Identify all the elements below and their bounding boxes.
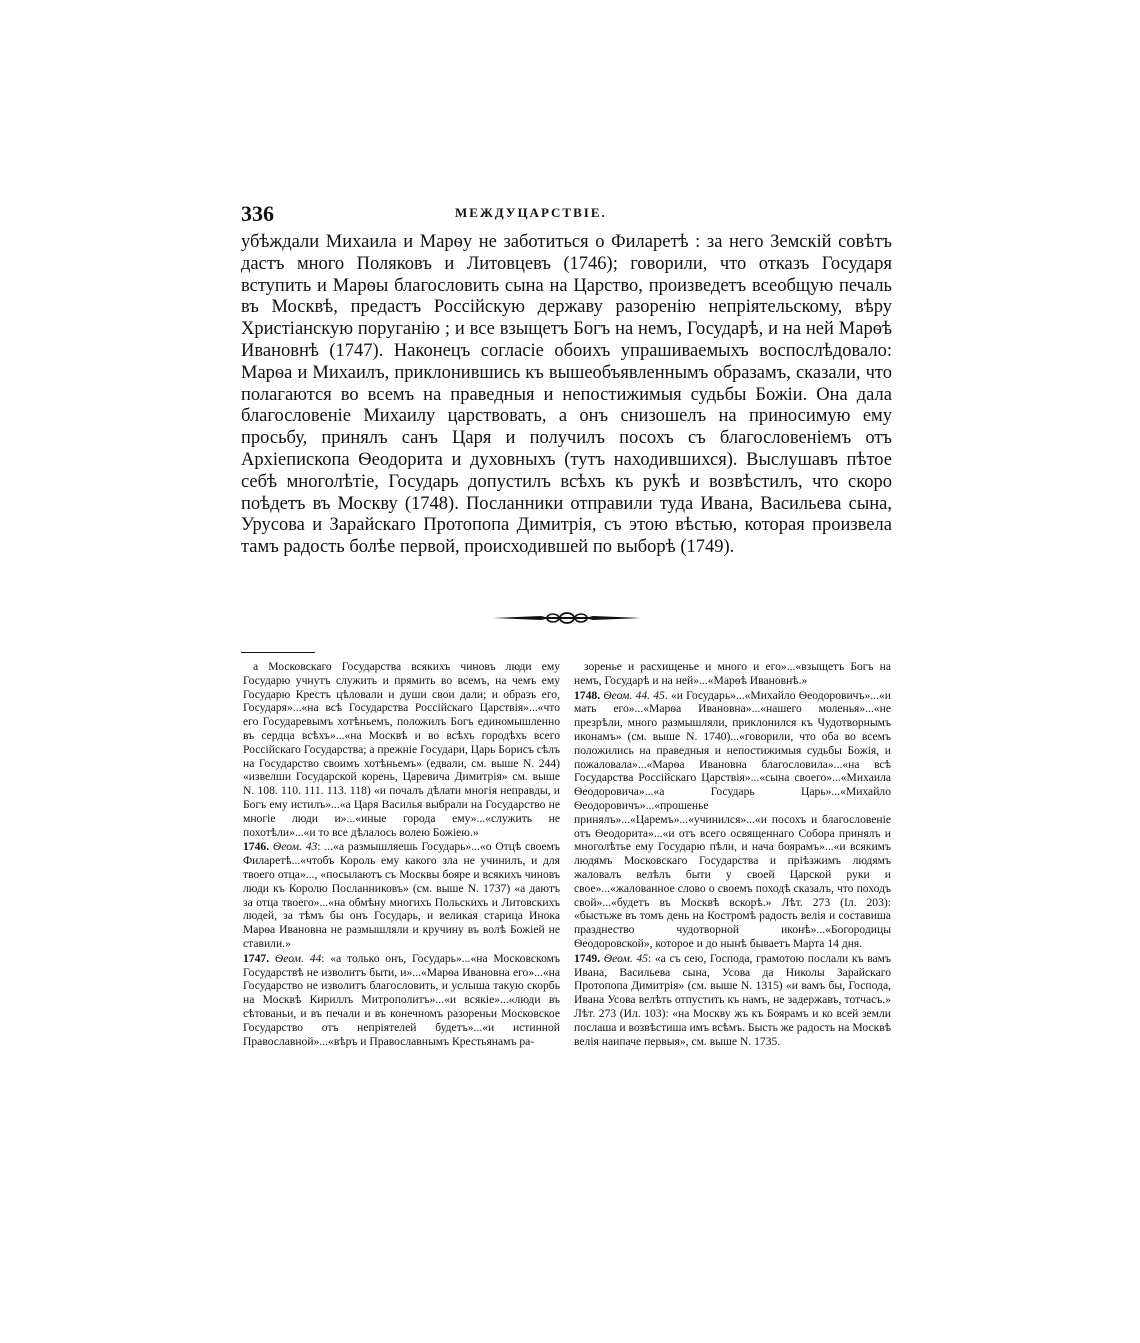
footnote-source: Ѳеом. 43 [272,840,318,854]
footnote-number: 1746. [243,840,270,854]
page-number: 336 [241,201,274,226]
footnote-text: : «а съ сею, Господа, грамотою послали къ вамъ Ивана, Васильева сына, Усова да Николы Зарайскаго Протопопа Димитрія» (см. выше N. 1315) «и вамъ бы, Господа, Ивана Усова велѣть отпустить къ намъ, не задержавъ, тотчасъ.» Лѣт. 273 (Ил. 103): «на Москву жъ къ Боярамъ и ко всей земли послаша и возвѣстиша имъ всѣмъ. Бысть же радость на Москвѣ велія наипаче первыя», см. выше N. 1735. [574,951,891,1048]
main-text-block [241,232,892,559]
footnote-text: зоренье и расхищенье и много и его»...«взыщетъ Богъ на немъ, Государѣ и на ней»...«Марѳѣ Ивановнѣ.» [574,660,891,687]
ornament-divider-icon [491,611,643,625]
running-title: МЕЖДУЦАРСТВІЕ. [455,205,607,220]
footnote-number: 1748. [574,688,601,702]
footnote-source: Ѳеом. 44. 45 [603,688,665,702]
footnote-number: 1747. [243,951,270,965]
footnote-text: : ...«а размышляешь Государь»...«о Отцѣ своемъ Филаретѣ...«чтобъ Король ему какого зла не учинилъ, и для твоего отца»..., «посылаютъ съ Москвы бояре и всякихъ чиновъ люди къ Королю Посланниковъ» (см. выше N. 1737) «а даютъ за отца твоего»...«на обмѣну многихъ Польскихъ и Литовскихъ людей, за тѣмъ бы онъ Государь, и великая старица Инока Марѳа Ивановна не размышляли и кручину въ волѣ Божіей не ставили.» [243,840,561,950]
footnote-1747 [243,952,560,1049]
footnote-text: : «а только онъ, Государь»...«на Московскомъ Государствѣ не изволитъ быти, и»...«Марѳа Ивановна его»...«на Государство не изволитъ благословить, и услыша такую скорбь на Москвѣ Кириллъ Митрополитъ»...«и всякіе»...«люди въ сѣтованьи, и въ печали и въ конечномъ разореньи Московское Государство отъ непріятелей будетъ»...«и истинной Православной»...«вѣръ и Православнымъ Крестьянамъ ра- [243,951,560,1048]
footnote-text: а Московскаго Государства всякихъ чиновъ люди ему Государю учнутъ служить и прямить во всемъ, на чемъ ему Государю Крестъ цѣловали и души свои дали; и образъ его, Государя»...«на всѣ Государства Россійскаго Царствія»...«что его Государевымъ хотѣньемъ, положилъ Богъ единомышленно въ сердца всѣхъ»...«на Москвѣ и во всѣхъ городѣхъ всего Россійскаго Государства; а прежніе Государи, Царь Борисъ сѣлъ на Государство своимъ хотѣньемъ» (едвали, см. выше N. 244) «извелши Государской корень, Царевича Димитрія» см. выше N. 108. 110. 111. 113. 118) «и почалъ дѣлати многія неправды, и Богъ ему истилъ»...«а Царя Василья выбрали на Государство не многіе люди и»...«иные города ему»...«служить не похотѣли»...«и то все дѣлалось волею Божіею.» [243,660,560,839]
footnote-number: 1749. [574,951,601,965]
footnotes-left-column [243,660,560,1049]
footnote-source: Ѳеом. 45 [603,951,649,965]
footnote-continuation [243,660,560,839]
footnote-continuation [574,660,891,688]
footnote-rule [241,652,315,653]
footnote-1746 [243,840,560,950]
footnote-source: Ѳеом. 44 [274,951,322,965]
footnote-text: . «и Государь»...«Михайло Ѳеодоровичъ»...«и мать его»...«Марѳа Ивановна»...«нашего моленья»...«не презрѣли, много размышляли, приклонился къ Чудотворнымъ иконамъ» (см. выше N. 1740)...«говорили, что оба во всемъ положились на праведныя и непостижимыя судьбы Божія, и пожаловала»...«Марѳа Ивановна благословила»...«на всѣ Государства Россійскаго Царствія»...«сына своего»...«Михаила Ѳеодоровича»...«а Государь Царь»...«Михайло Ѳеодоровичъ»...«прошенье принялъ»...«Царемъ»...«учинился»...«и посохъ и благословеніе отъ Ѳеодорита»...«и отъ всего освященнаго Собора принялъ и многолѣтье ему Государю пѣли, и нача боярамъ»...«и всякимъ людямъ Московскаго Государства и пріѣзжимъ людямъ жаловалъ велѣлъ быти у своей Царской руки и свое»...«жалованное слово о своемъ походѣ сказалъ, что походъ свой»...«будетъ въ Москвѣ вскорѣ.» Лѣт. 273 (Іл. 203): «быстьже въ томъ день на Костромѣ радость велія и составиша празднество чудотворной иконѣ»...«Богородицы Ѳеодоровской», которое и до нынѣ бываетъ Марта 14 дня. [574,688,891,950]
footnote-1749 [574,952,891,1049]
footnotes-right-column [574,660,891,1049]
footnote-1748 [574,689,891,951]
main-paragraph: убѣждали Михаила и Марѳу не заботиться о Филаретѣ : за него Земскій совѣтъ дастъ много Поляковъ и Литовцевъ (1746); говорили, что отказъ Государя вступить и Марѳы благословить сына на Царство, произведетъ всеобщую печаль въ Москвѣ, предастъ Россійскую державу разоренію непріятельскому, вѣру Христіанскую поруганію ; и все взыщетъ Богъ на немъ, Государѣ, и на ней Марѳѣ Ивановнѣ (1747). Наконецъ согласіе обоихъ упрашиваемыхъ воспослѣдовало: Марѳа и Михаилъ, приклонившись къ вышеобъявленнымъ образамъ, сказали, что полагаются во всемъ на праведныя и непостижимыя судьбы Божіи. Она дала благословеніе Михаилу царствовать, а онъ снизошелъ на приносимую ему просьбу, принялъ санъ Царя и получилъ посохъ съ благословеніемъ отъ Архіепископа Ѳеодорита и духовныхъ (тутъ находившихся). Выслушавъ пѣтое себѣ многолѣтіе, Государь допустилъ всѣхъ къ рукѣ и возвѣстилъ, что скоро поѣдетъ въ Москву (1748). Посланники отправили туда Ивана, Васильева сына, Урусова и Зарайскаго Протопопа Димитрія, съ этою вѣстью, которая произвела тамъ радость болѣе первой, происходившей по выборѣ (1749). [241,232,892,558]
